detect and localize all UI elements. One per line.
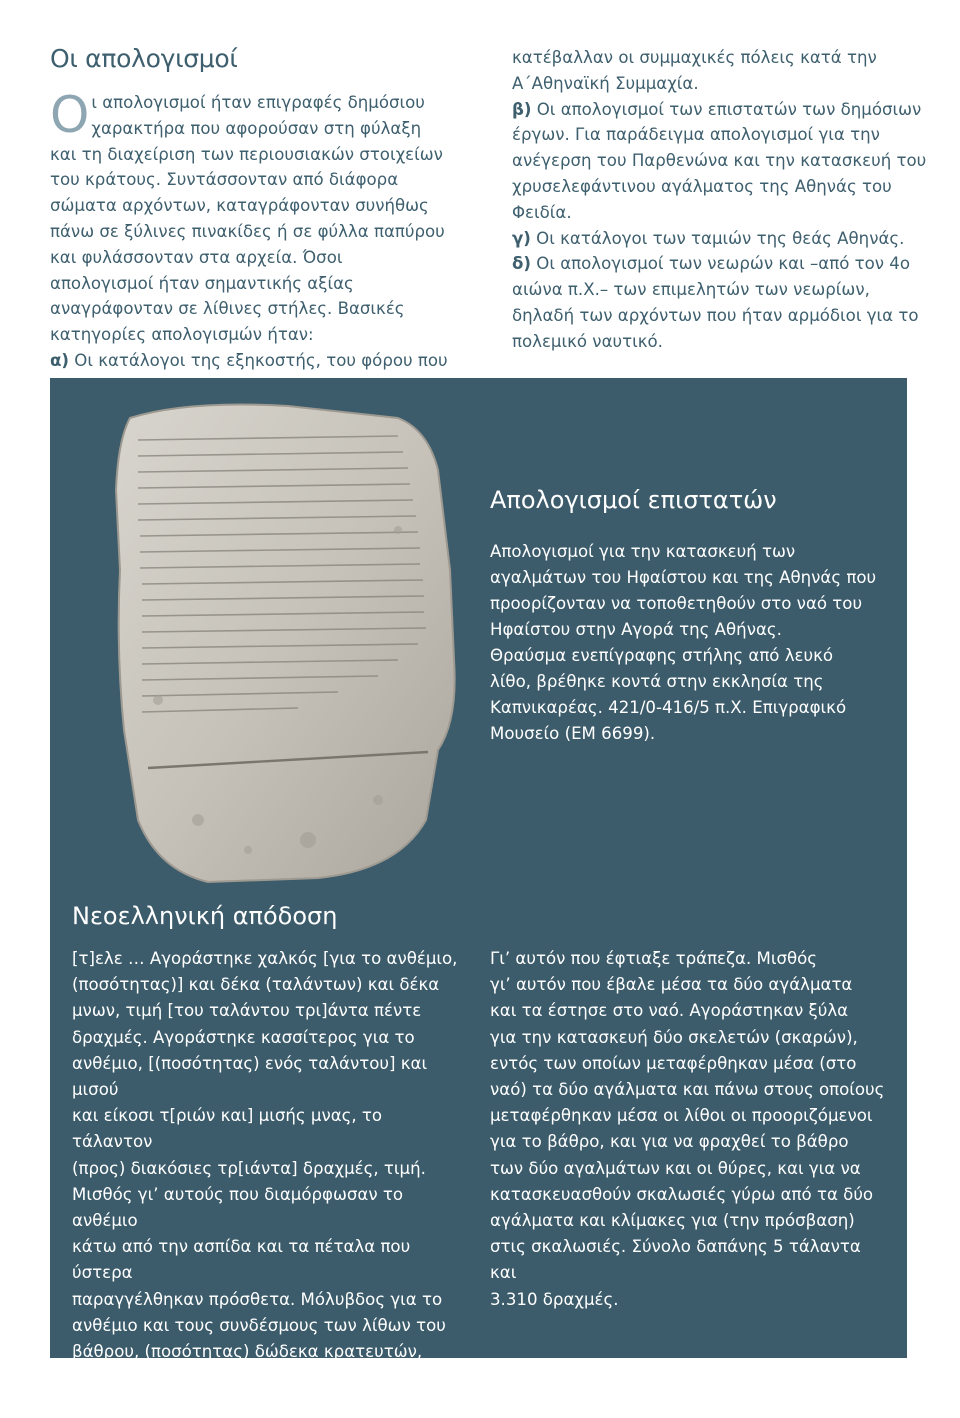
translation-line: [τ]ελε … Αγοράστηκε χαλκός [για το ανθέμιο, [72,949,458,968]
translation-line: για το βάθρο, και για να φραχθεί το βάθρο [490,1132,849,1152]
intro-body: ι απολογισμοί ήταν επιγραφές δημόσιου χαρακτήρα που αφορούσαν στη φύλαξη και τη διαχείριση των περιουσιακών στοιχείων του κράτους. Συντάσσονταν από διάφορα σώματα αρχόντων, καταγράφονταν συνήθως πάνω σε ξύλινες πινακίδες ή σε φύλλα παπύρου και φυλάσσονταν στα αρχεία. Όσοι απολογισμοί ήταν σημαντικής αξίας αναγράφονταν σε λίθινες στήλες. Βασικές κατηγορίες απολογισμών ήταν: [50,93,445,345]
item-d-text: Οι απολογισμοί των νεωρών και –από τον 4ο αιώνα π.Χ.– των επιμελητών των νεωρίων, δηλαδή των αρχόντων που ήταν αρμόδιοι για το πολεμικό ναυτικό. [512,254,919,351]
item-b-text: Οι απολογισμοί των επιστατών των δημόσιων έργων. Για παράδειγμα απολογισμοί για την ανέγερση του Παρθενώνα και την κατασκευή του χρυσελεφάντινου αγάλματος της Αθηνάς του Φειδία. [512,99,927,222]
caption-line: Ηφαίστου στην Αγορά της Αθήνας. [490,620,782,639]
translation-line: παραγγέλθηκαν πρόσθετα. Μόλυβδος για το [72,1289,443,1309]
translation-line: (ποσότητας)] και δέκα (ταλάντων) και δέκα [72,975,440,995]
translation-line: στις σκαλωσιές. Σύνολο δαπάνης 5 τάλαντα και [490,1237,867,1283]
translation-line: ανθέμιο, [(ποσότητας) ενός ταλάντου] και μισού [72,1053,433,1100]
section-title: Οι απολογισμοί [50,44,238,73]
item-c-marker: γ) [512,228,531,248]
item-a-continuation: κατέβαλλαν οι συμμαχικές πόλεις κατά την Α΄Αθηναϊκή Συμμαχία. [512,48,877,93]
translation-line: κάτω από την ασπίδα και τα πέταλα που ύστερα [72,1237,416,1283]
categories-column [512,45,932,355]
translation-title: Νεοελληνική απόδοση [72,902,338,930]
drop-cap: O [50,86,90,144]
translation-line: δραχμές. Αγοράστηκε κασσίτερος για το [72,1027,415,1047]
translation-line: εντός των οποίων μεταφέρθηκαν μέσα (στο [490,1053,857,1073]
item-c-text: Οι κατάλογοι των ταμιών της θεάς Αθηνάς. [536,228,905,248]
translation-line: και είκοσι τ[ριών και] μισής μνας, το τάλαντον [72,1106,388,1152]
intro-column [50,86,450,374]
translation-line: ανθέμιο και τους συνδέσμους των λίθων του [72,1315,446,1335]
translation-line: των δύο αγαλμάτων και οι θύρες, και για να [490,1158,861,1178]
intro-paragraph [50,86,450,374]
translation-line: Μισθός γι’ αυτούς που διαμόρφωσαν το ανθέμιο [72,1184,409,1231]
item-d [512,251,932,354]
translation-line: γι’ αυτόν που έβαλε μέσα τα δύο αγάλματα [490,975,853,995]
caption-line: λίθο, βρέθηκε κοντά στην εκκλησία της [490,672,824,691]
translation-left-column [72,946,462,1418]
translation-line: και τα έστησε στο ναό. Αγοράστηκαν ξύλα [490,1001,849,1021]
feature-panel [50,378,907,1414]
translation-line: αγάλματα και κλίμακες για (την πρόσβαση) [490,1211,855,1231]
caption-block [490,486,880,747]
translation-line: κατασκευασθούν σκαλωσιές γύρω από τα δύο [490,1184,874,1204]
translation-line: βάθρου, (ποσότητας) δώδεκα κρατευτών, τιμή. [72,1342,428,1388]
item-a-text: Οι κατάλογοι της εξηκοστής, του φόρου που [74,350,448,370]
caption-line: Θραύσμα ενεπίγραφης στήλης από λευκό [490,646,834,665]
translation-line: μνων, τιμή [του ταλάντου τρι]άντα πέντε [72,1001,422,1021]
item-c [512,226,932,252]
translation-line: Γι’ αυτόν που έφτιαξε τράπεζα. Μισθός [490,949,818,968]
caption-title: Απολογισμοί επιστατών [490,486,777,514]
item-d-marker: δ) [512,254,531,274]
translation-line: ναό) τα δύο αγάλματα και πάνω στους οποίους [490,1080,885,1100]
item-a-marker: α) [50,350,69,370]
translation-line: 3.310 δραχμές. [490,1289,619,1309]
item-b [512,97,932,226]
translation-right-column [490,946,890,1313]
caption-line: Καπνικαρέας. 421/0-416/5 π.Χ. Επιγραφικό [490,698,847,717]
item-b-marker: β) [512,99,532,119]
caption-line: Απολογισμοί για την κατασκευή των [490,542,796,561]
translation-line: (προς) διακόσιες τρ[ιάντα] δραχμές, τιμή. [72,1158,426,1178]
stele-image [98,400,468,885]
caption-line: προορίζονταν να τοποθετηθούν στο ναό του [490,594,863,613]
translation-line: Ξύλα και άνθρακες για το μόλυβδο. [72,1394,369,1414]
caption-line: αγαλμάτων του Ηφαίστου και της Αθηνάς που [490,568,877,587]
caption-line: Μουσείο (ΕΜ 6699). [490,724,656,743]
translation-line: μεταφέρθηκαν μέσα οι λίθοι οι προοριζόμενοι [490,1106,873,1126]
translation-line: για την κατασκευή δύο σκελετών (σκαρών), [490,1027,858,1047]
